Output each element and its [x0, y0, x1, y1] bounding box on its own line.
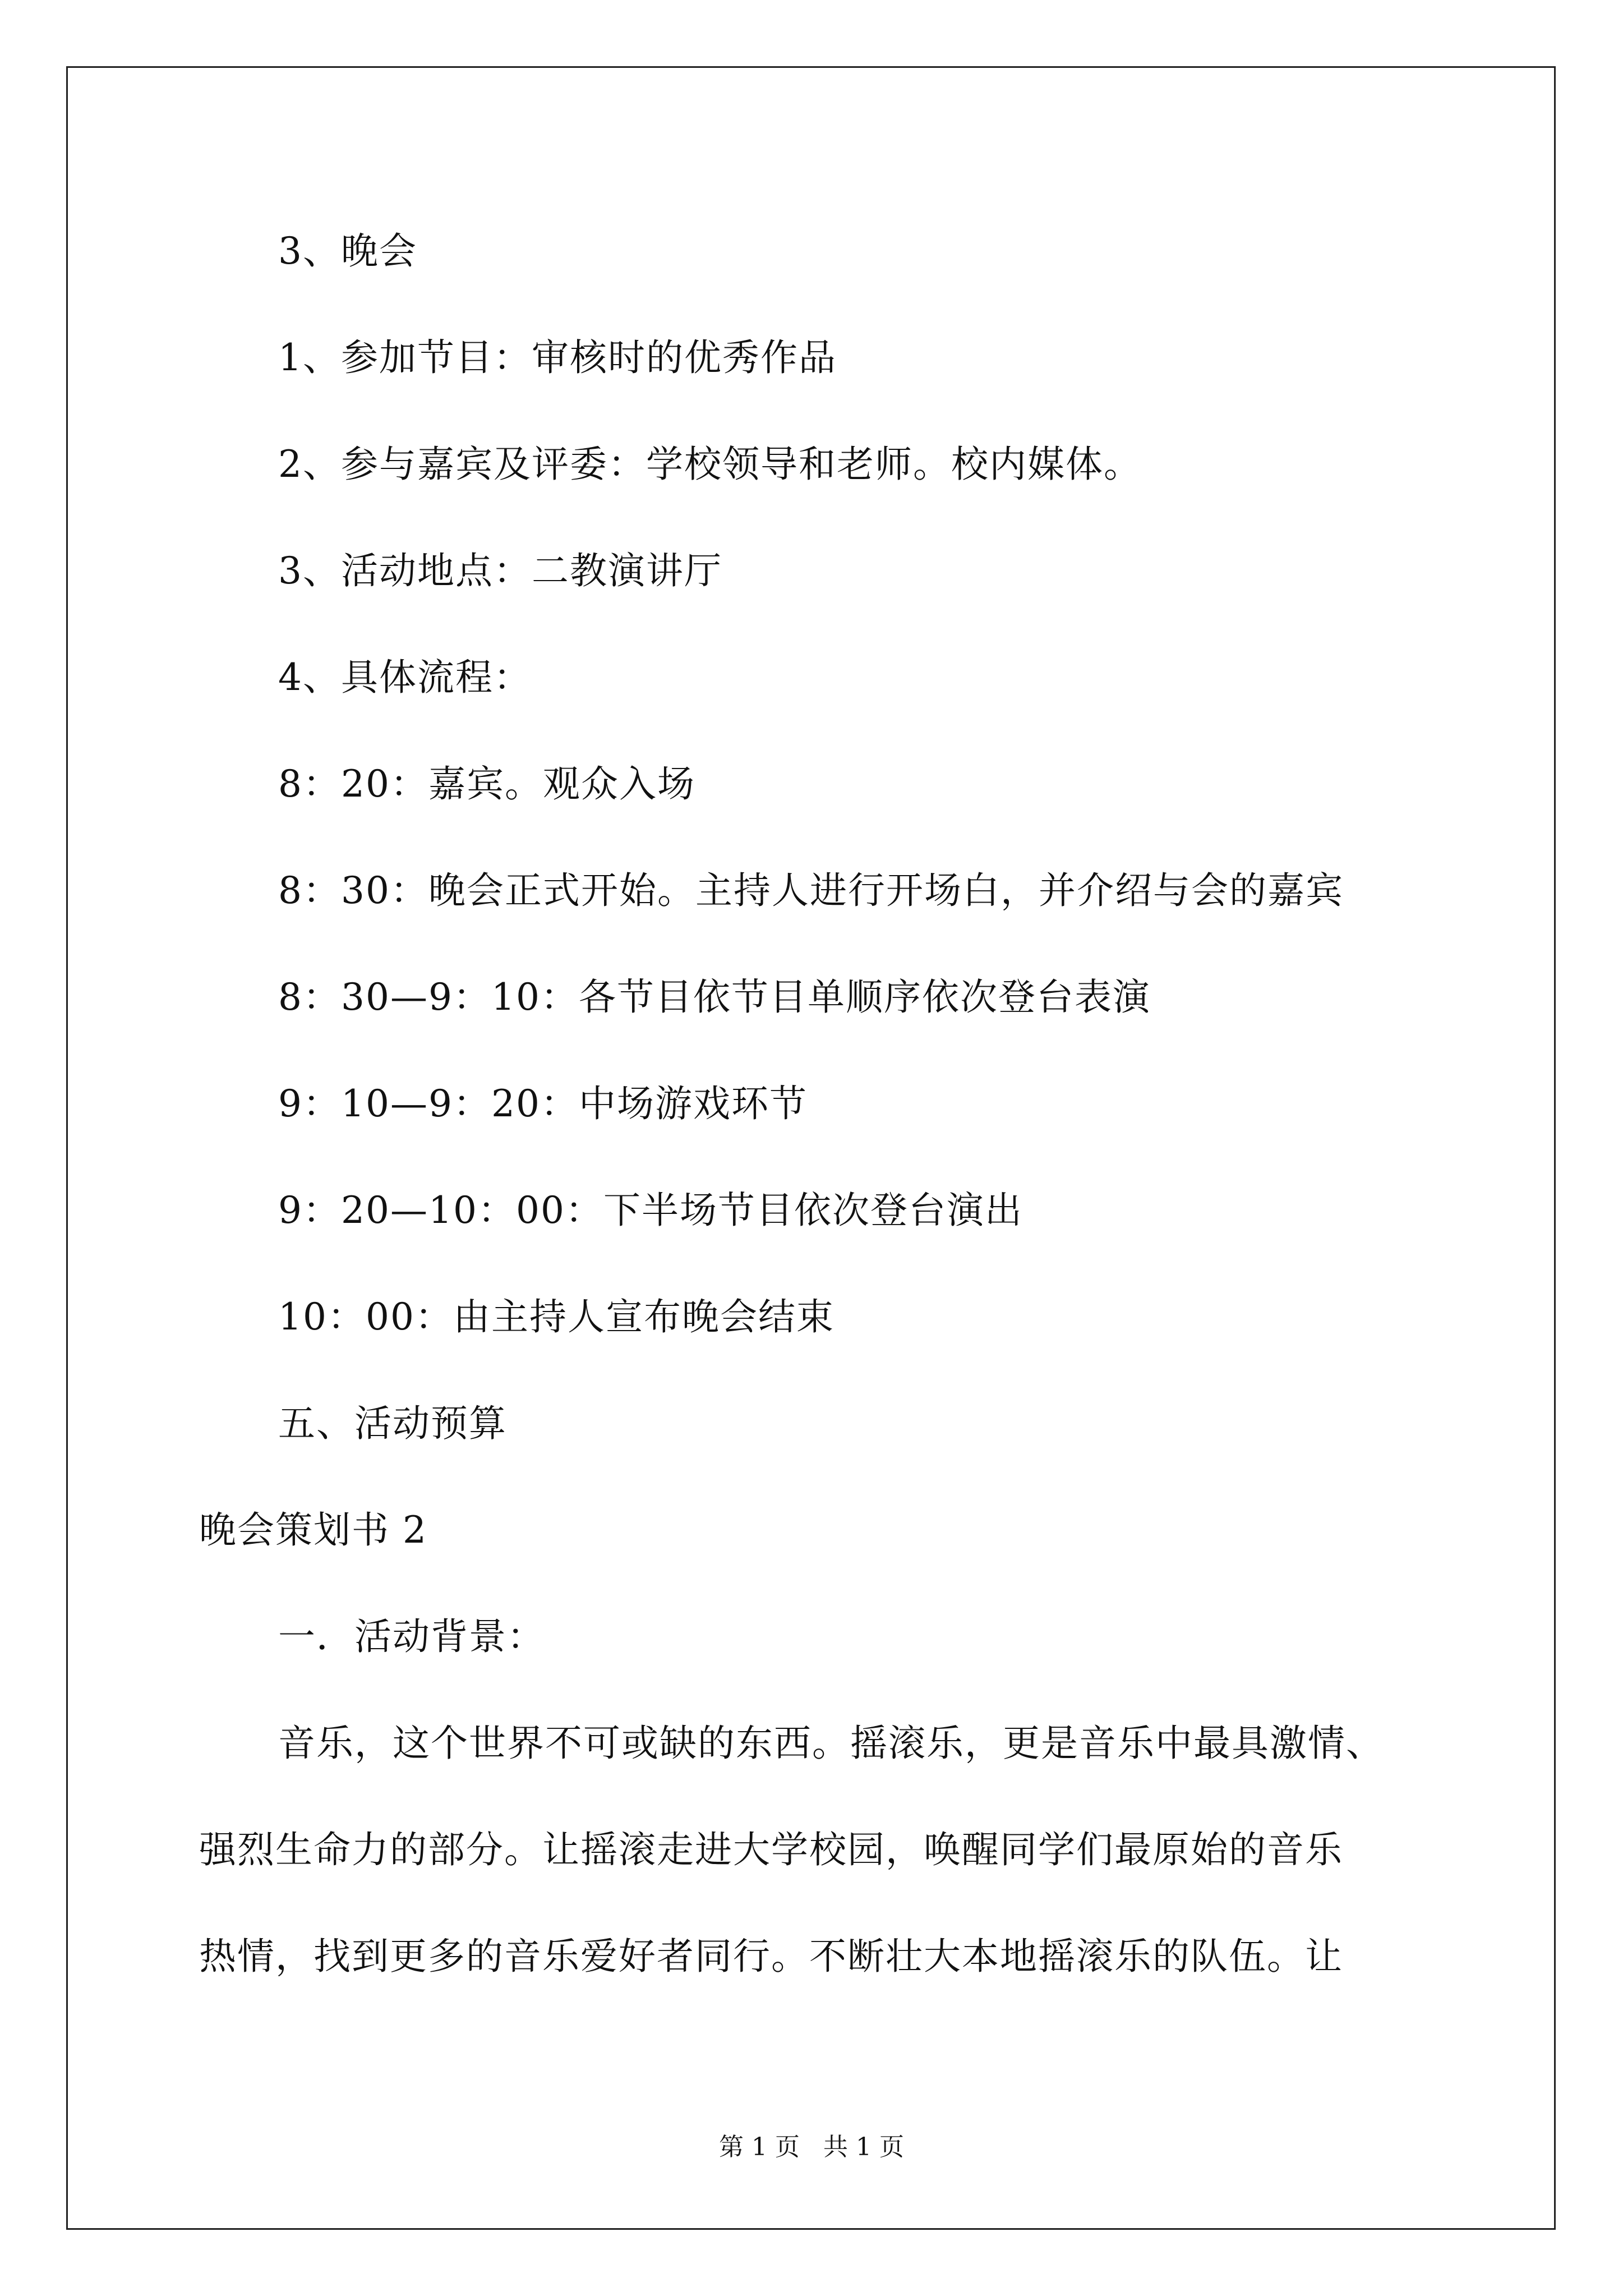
document-title: 晚会策划书 2 — [199, 1508, 427, 1552]
paragraph-line: 热情，找到更多的音乐爱好者同行。不断壮大本地摇滚乐的队伍。让 — [199, 1935, 1343, 1978]
schedule-item: 8：30—9：10：各节目依节目单顺序依次登台表演 — [278, 976, 1151, 1019]
schedule-item: 9：10—9：20：中场游戏环节 — [278, 1082, 808, 1125]
list-item: 3、活动地点：二教演讲厅 — [278, 549, 722, 592]
paragraph-line: 音乐，这个世界不可或缺的东西。摇滚乐，更是音乐中最具激情、 — [278, 1722, 1384, 1765]
list-item: 1、参加节目：审核时的优秀作品 — [278, 336, 837, 379]
list-item: 4、具体流程： — [278, 656, 532, 699]
schedule-item: 8：20：嘉宾。观众入场 — [278, 762, 695, 806]
schedule-item: 8：30：晚会正式开始。主持人进行开场白，并介绍与会的嘉宾 — [278, 869, 1344, 912]
schedule-item: 10：00：由主持人宣布晚会结束 — [278, 1295, 834, 1338]
subheading: 一．活动背景： — [278, 1615, 545, 1658]
schedule-item: 9：20—10：00：下半场节目依次登台演出 — [278, 1189, 1023, 1232]
section-heading: 五、活动预算 — [278, 1402, 507, 1445]
list-item: 2、参与嘉宾及评委：学校领导和老师。校内媒体。 — [278, 443, 1142, 486]
page-border — [66, 66, 1556, 2230]
paragraph-line: 强烈生命力的部分。让摇滚走进大学校园，唤醒同学们最原始的音乐 — [199, 1828, 1343, 1871]
list-item: 3、晚会 — [278, 229, 417, 273]
page-footer: 第 1 页 共 1 页 — [719, 2133, 904, 2161]
